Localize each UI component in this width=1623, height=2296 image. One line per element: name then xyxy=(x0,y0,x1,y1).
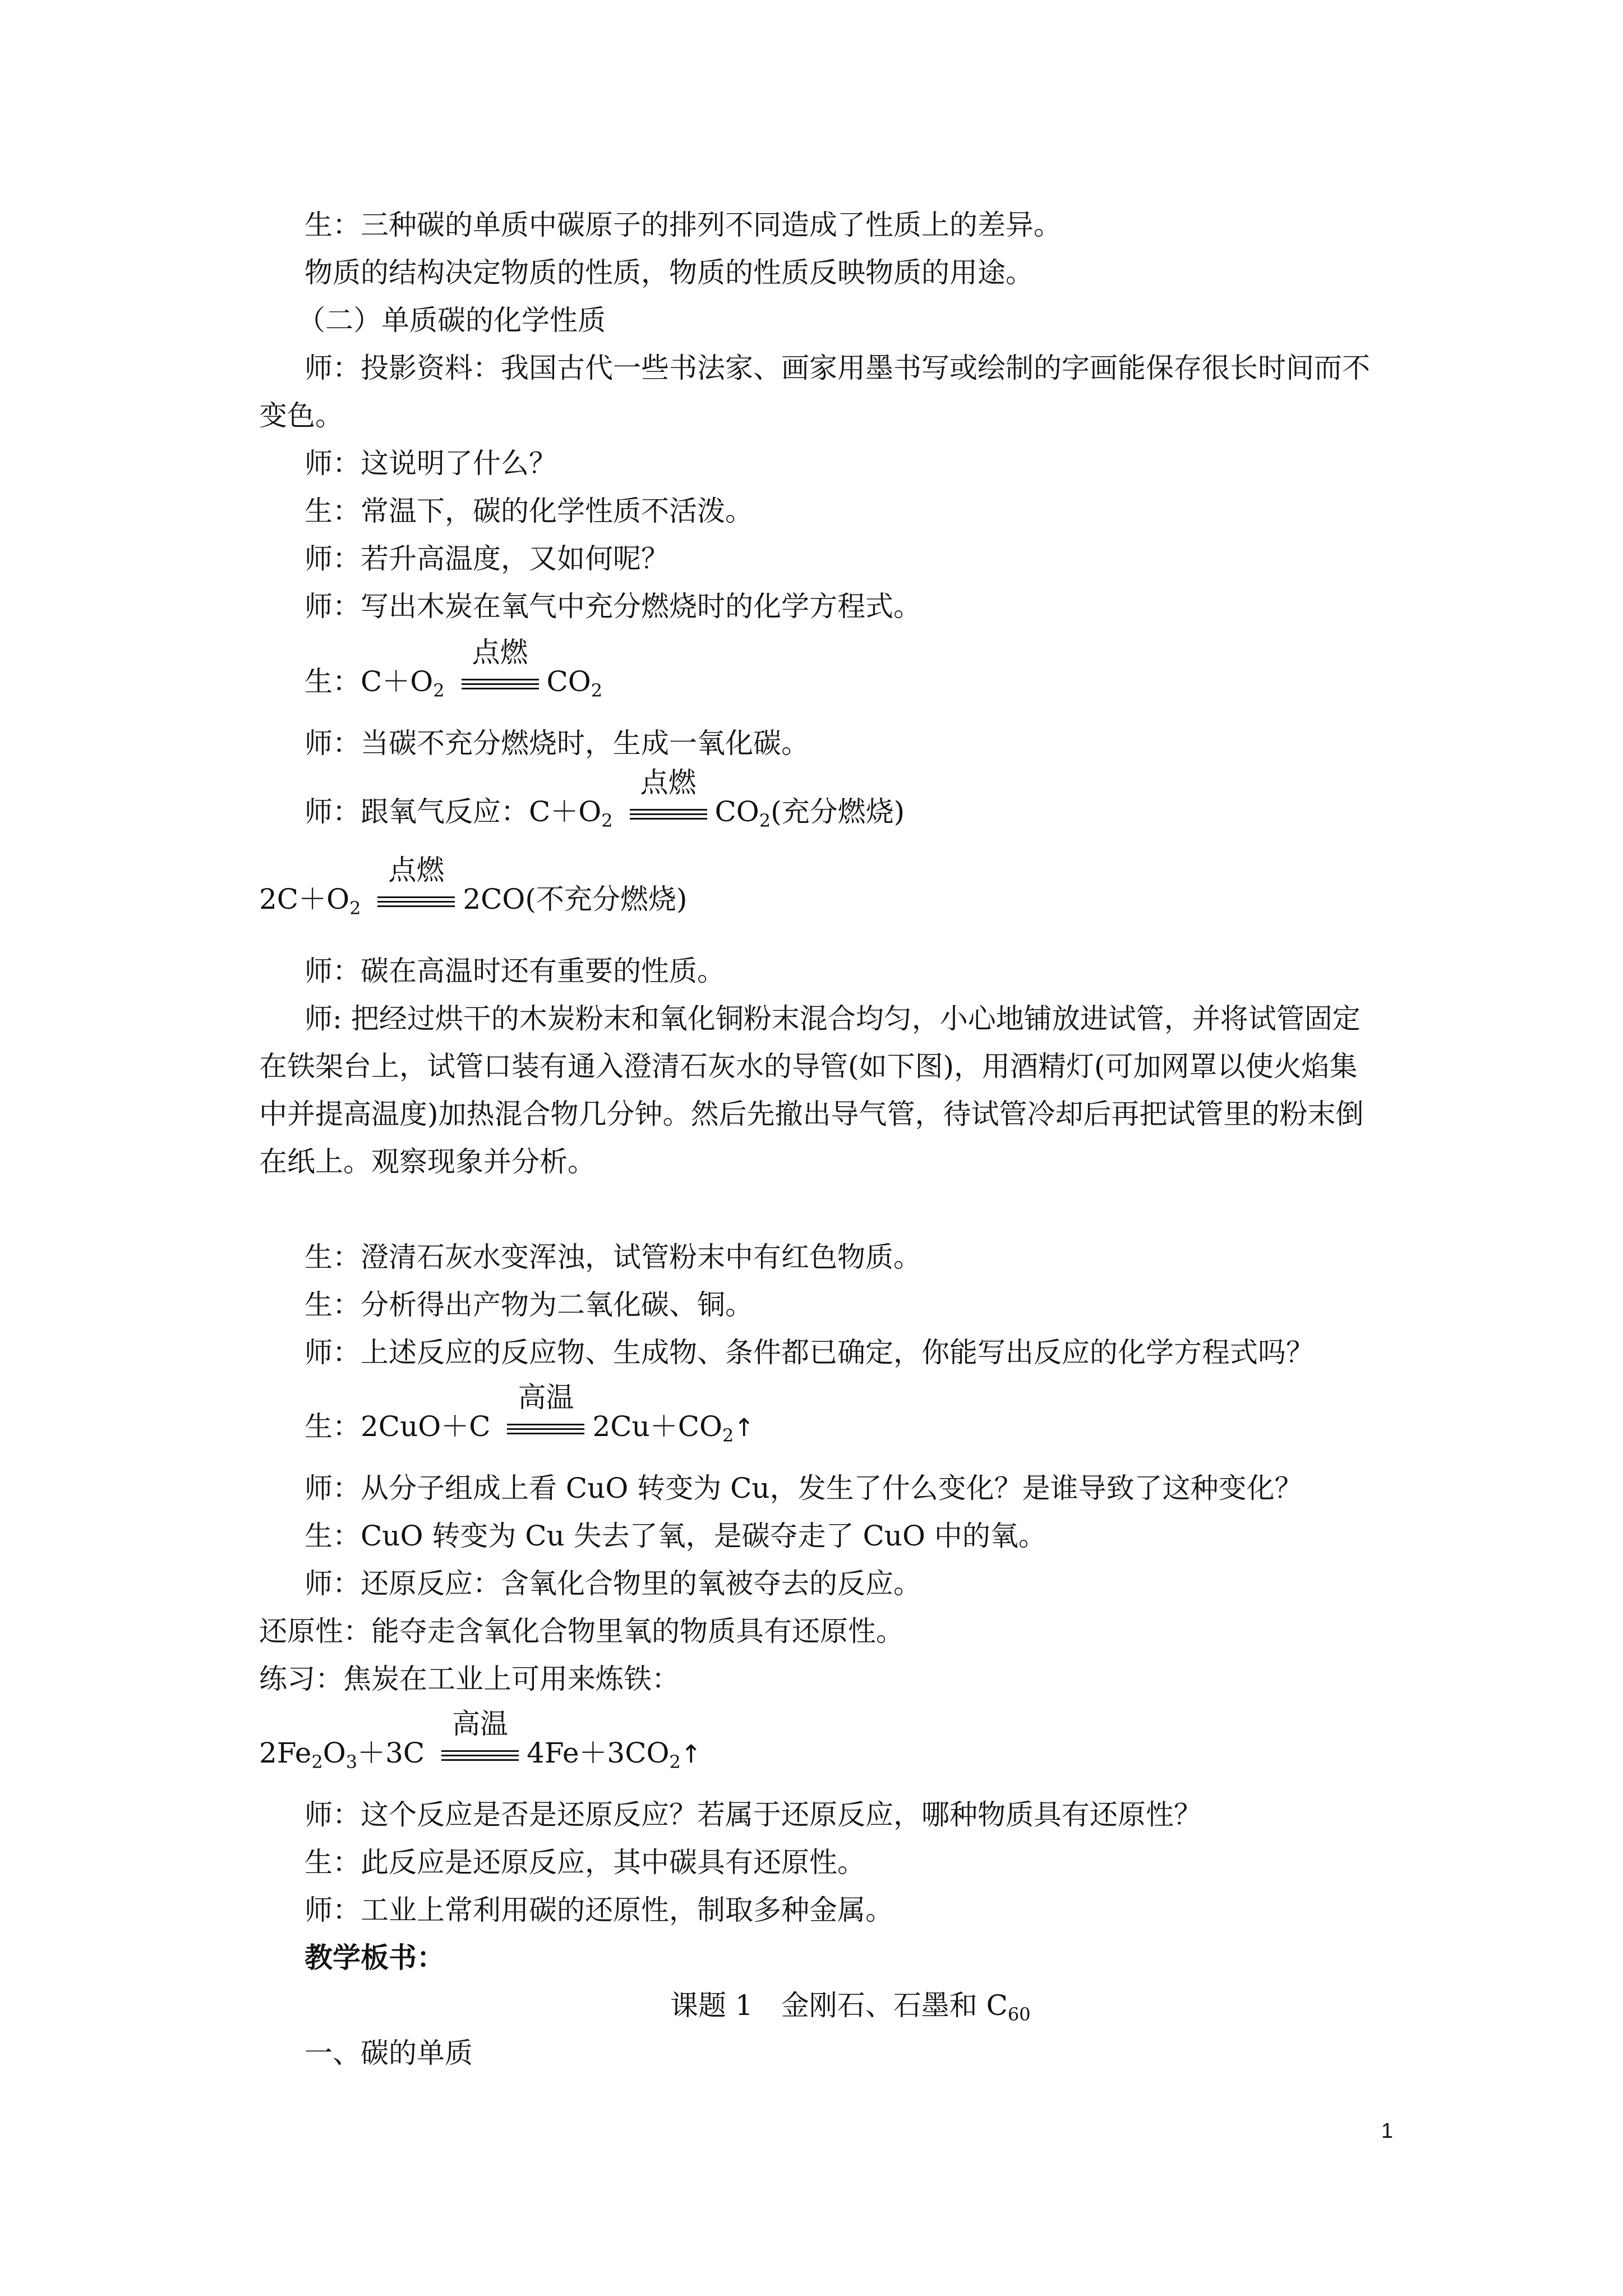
line-m: 师：工业上常利用碳的还原性，制取多种金属。 xyxy=(305,1894,893,1926)
board-title: 课题 1 金刚石、石墨和 $C_{60}$ xyxy=(670,1989,1031,2025)
board-label: 教学板书： xyxy=(305,1941,445,1974)
gas-arrow-icon: ↑ xyxy=(680,1740,702,1769)
line-l: 生：此反应是还原反应，其中碳具有还原性。 xyxy=(305,1846,865,1879)
line-e: 师：上述反应的反应物、生成物、条件都已确定，你能写出反应的化学方程式吗？ xyxy=(305,1336,1314,1369)
equation-5: $2Fe_2O_3+3C$ 高温 $4Fe+3CO_2↑$ xyxy=(259,1708,702,1773)
line-d: 生：分析得出产物为二氧化碳、铜。 xyxy=(305,1289,753,1321)
paragraph-line-1: 师: 把经过烘干的木炭粉末和氧化铜粉末混合均匀，小心地铺放进试管，并将试管固定 xyxy=(305,1002,1361,1035)
line-a: 师：当碳不充分燃烧时，生成一氧化碳。 xyxy=(305,727,809,760)
line-c: 生：澄清石灰水变浑浊，试管粉末中有红色物质。 xyxy=(305,1241,921,1273)
line-5: 变色。 xyxy=(259,399,343,432)
line-7: 生：常温下，碳的化学性质不活泼。 xyxy=(305,495,753,527)
reaction-arrow: 高温 xyxy=(438,1733,522,1773)
line-f: 师：从分子组成上看 CuO 转变为 Cu，发生了什么变化？是谁导致了这种变化？ xyxy=(305,1472,1303,1504)
line-k: 师：这个反应是否是还原反应？若属于还原反应，哪种物质具有还原性？ xyxy=(305,1798,1202,1831)
reaction-arrow: 高温 xyxy=(504,1407,588,1446)
page-number: 1 xyxy=(1381,2119,1393,2143)
reaction-arrow: 点燃 xyxy=(626,792,711,831)
line-8: 师：若升高温度，又如何呢？ xyxy=(305,542,669,575)
paragraph-line-2: 在铁架台上，试管口装有通入澄清石灰水的导管(如下图)，用酒精灯(可加网罩以使火焰集 xyxy=(259,1050,1358,1083)
line-9: 师：写出木炭在氧气中充分燃烧时的化学方程式。 xyxy=(305,590,921,623)
line-2: 物质的结构决定物质的性质，物质的性质反映物质的用途。 xyxy=(305,256,1034,289)
equation-4: 生：2CuO＋C 高温 $2Cu+CO_2↑$ xyxy=(305,1381,755,1446)
reaction-arrow: 点燃 xyxy=(458,662,542,701)
equation-1: 生：$C+O_2$ 点燃 $CO_2$ xyxy=(305,636,603,701)
paragraph-line-4: 在纸上。观察现象并分析。 xyxy=(259,1145,596,1178)
line-b: 师：碳在高温时还有重要的性质。 xyxy=(305,955,725,987)
gas-arrow-icon: ↑ xyxy=(734,1414,755,1442)
equation-2: 师：跟氧气反应：$C+O_2$ 点燃 $CO_2$(充分燃烧) xyxy=(305,766,905,831)
equation-3: $2C+O_2$ 点燃 2CO(不充分燃烧) xyxy=(259,854,688,919)
line-g: 生：CuO 转变为 Cu 失去了氧，是碳夺走了 CuO 中的氧。 xyxy=(305,1520,1046,1552)
line-j: 练习：焦炭在工业上可用来炼铁： xyxy=(259,1663,680,1695)
line-4: 师：投影资料：我国古代一些书法家、画家用墨书写或绘制的字画能保存很长时间而不 xyxy=(305,352,1370,384)
line-h: 师：还原反应：含氧化合物里的氧被夺去的反应。 xyxy=(305,1567,921,1600)
paragraph-line-3: 中并提高温度)加热混合物几分钟。然后先撤出导气管，待试管冷却后再把试管里的粉末倒 xyxy=(259,1098,1364,1130)
section-heading: 一、碳的单质 xyxy=(305,2037,473,2069)
line-1: 生：三种碳的单质中碳原子的排列不同造成了性质上的差异。 xyxy=(305,209,1062,241)
reaction-arrow: 点燃 xyxy=(374,880,458,919)
line-i: 还原性：能夺走含氧化合物里氧的物质具有还原性。 xyxy=(259,1615,904,1648)
section-heading-2: （二）单质碳的化学性质 xyxy=(297,304,606,337)
line-6: 师：这说明了什么？ xyxy=(305,447,557,480)
